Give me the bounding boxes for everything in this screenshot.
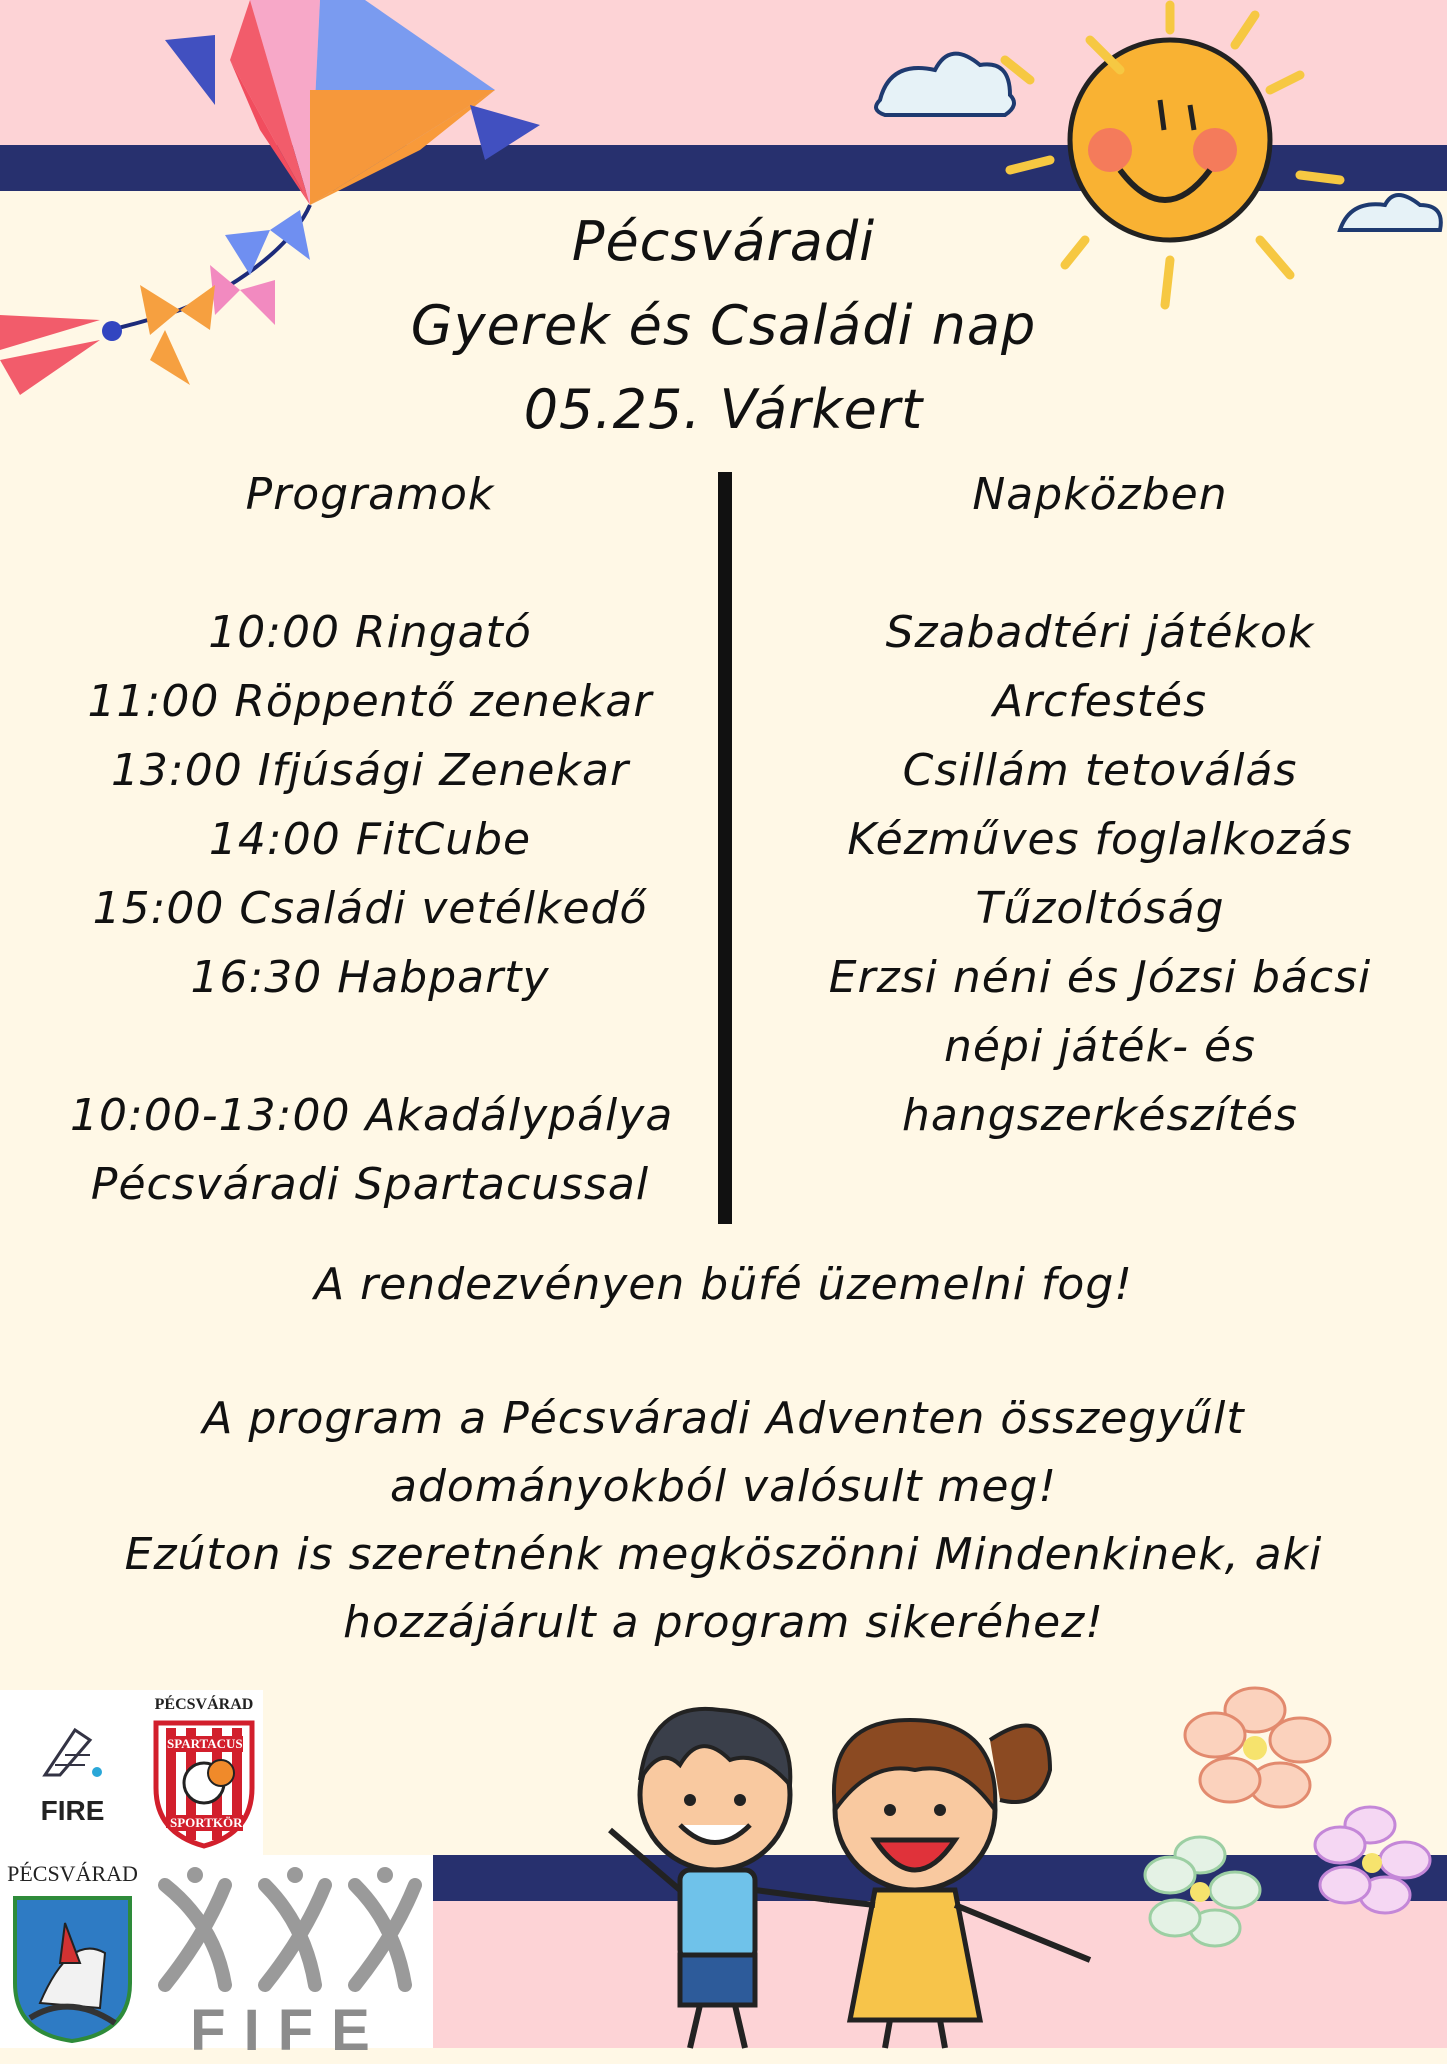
program-item: 11:00 Röppentő zenekar: [87, 676, 653, 727]
kids-illustration: [580, 1690, 1120, 2048]
program-item: 14:00 FitCube: [208, 814, 532, 865]
program-item: 13:00 Ifjúsági Zenekar: [110, 745, 630, 796]
daytime-item: hangszerkészítés: [902, 1090, 1298, 1141]
header-date-place: 05.25. Várkert: [523, 378, 924, 441]
fire-large-logo: [145, 1855, 433, 2063]
spacer: [790, 529, 1410, 598]
daytime-heading: Napközben: [972, 469, 1228, 520]
spartacus-logo: [145, 1690, 263, 1855]
fire-large-label: FIFE: [190, 1998, 388, 2063]
programs-heading: Programok: [245, 469, 495, 520]
program-item: [70, 1012, 670, 1081]
daytime-item: Kézműves foglalkozás: [847, 814, 1353, 865]
daytime-item: Csillám tetoválás: [902, 745, 1298, 796]
pecsvarad-shield-icon: [10, 1893, 135, 2043]
pecsvarad-crest-logo: [0, 1855, 145, 2048]
fire-logo-mark-icon: [35, 1720, 105, 1780]
daytime-column: [790, 460, 1410, 1150]
daytime-item: Erzsi néni és Józsi bácsi: [828, 952, 1372, 1003]
thanks-line: A program a Pécsváradi Adventen összegyűlt: [202, 1393, 1245, 1444]
spacer: [70, 529, 670, 598]
program-item: Pécsváradi Spartacussal: [90, 1159, 650, 1210]
spartacus-arc-label: SPARTACUS: [167, 1736, 243, 1751]
pecsvarad-label: PÉCSVÁRAD: [7, 1861, 138, 1886]
sun-illustration: [860, 0, 1447, 330]
daytime-item: Tűzoltóság: [975, 883, 1225, 934]
buffet-note: A rendezvényen büfé üzemelni fog!: [314, 1259, 1133, 1310]
spartacus-bottom-label: SPORTKÖR: [170, 1815, 243, 1830]
column-divider: [718, 472, 732, 1224]
program-item: 10:00-13:00 Akadálypálya: [70, 1090, 674, 1141]
program-item: 10:00 Ringató: [208, 607, 532, 658]
programs-column: [70, 460, 674, 1219]
daytime-item: népi játék- és: [944, 1021, 1256, 1072]
fire-small-label: FIRE: [40, 1795, 105, 1826]
fire-small-logo: [0, 1690, 145, 1855]
header-event-name: Gyerek és Családi nap: [410, 294, 1037, 357]
thanks-line: adományokból valósult meg!: [390, 1461, 1057, 1512]
program-item: 16:30 Habparty: [190, 952, 550, 1003]
daytime-item: Arcfestés: [992, 676, 1208, 727]
thanks-line: hozzájárult a program sikeréhez!: [343, 1597, 1104, 1648]
flowers-illustration: [1140, 1670, 1447, 1970]
fire-figures-icon: [155, 1865, 425, 1995]
daytime-item: Szabadtéri játékok: [885, 607, 1315, 658]
thanks-line: Ezúton is szeretnénk megköszönni Mindenkinek, aki: [124, 1529, 1323, 1580]
spartacus-top-label: PÉCSVÁRAD: [154, 1696, 254, 1713]
program-item: 15:00 Családi vetélkedő: [92, 883, 648, 934]
header-town: Pécsváradi: [571, 210, 876, 273]
